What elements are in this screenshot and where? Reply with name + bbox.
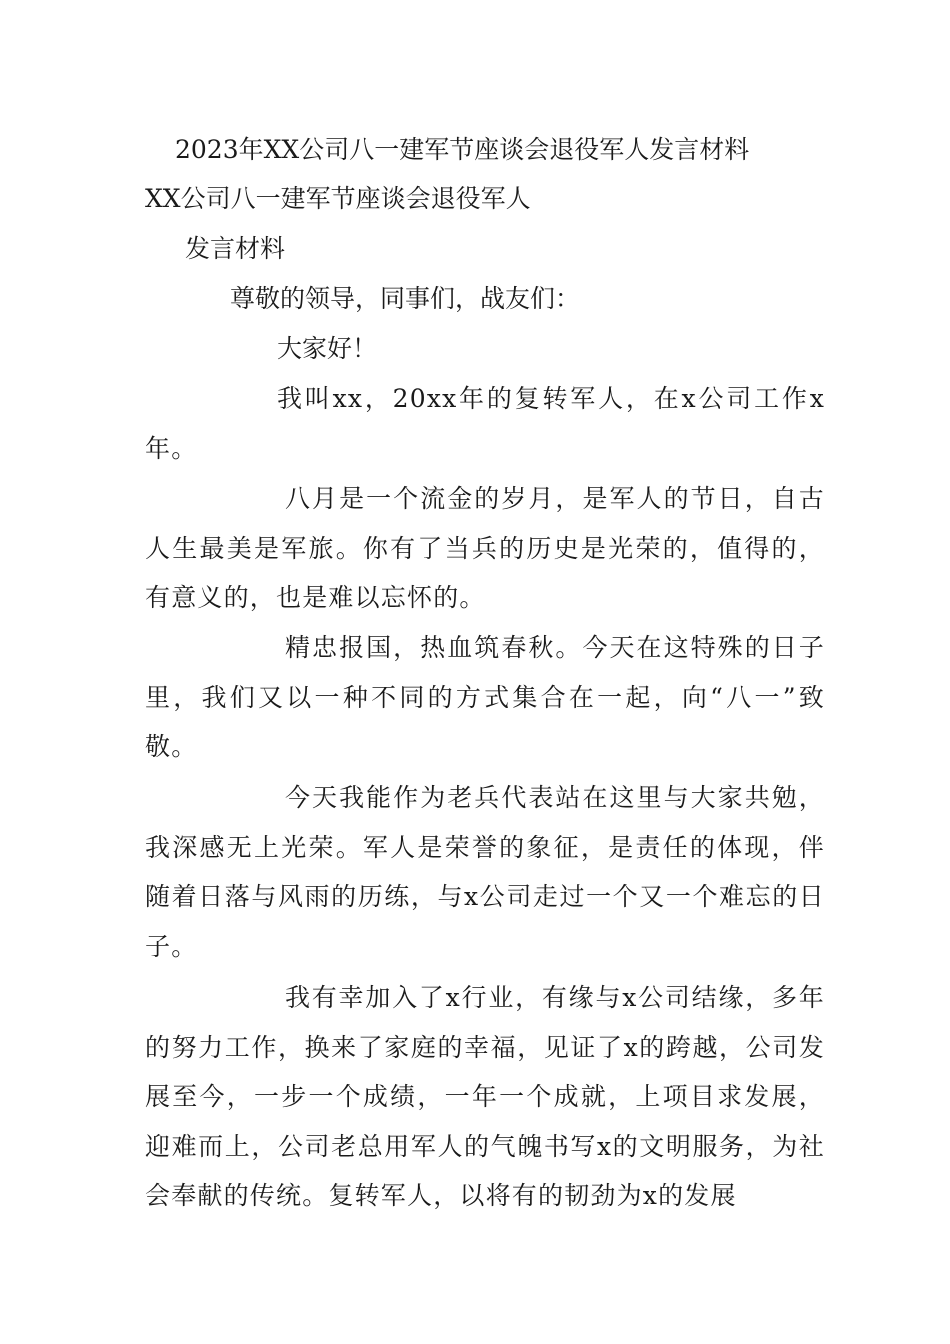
salutation: 尊敬的领导，同事们，战友们： <box>230 284 581 313</box>
paragraph-salute: 精忠报国，热血筑春秋。今天在这特殊的日子里，我们又以一种不同的方式集合在一起，向“八一”致敬。 <box>145 633 825 761</box>
paragraph-career: 我有幸加入了x行业，有缘与x公司结缘，多年的努力工作，换来了家庭的幸福，见证了x的跨越，公司发展至今，一步一个成绩，一年一个成就，上项目求发展，迎难而上，公司老总用军人的气魄书写x的文明服务，为社会奉献的传统。复转军人，以将有的韧劲为x的发展 <box>145 983 825 1210</box>
paragraph-august: 八月是一个流金的岁月，是军人的节日，自古人生最美是军旅。你有了当兵的历史是光荣的，值得的，有意义的，也是难以忘怀的。 <box>145 484 825 612</box>
document-subtitle: XX公司八一建军节座谈会退役军人 <box>145 184 531 213</box>
document-subtitle-continued: 发言材料 <box>185 234 286 263</box>
greeting: 大家好！ <box>277 334 378 363</box>
paragraph-introduction: 我叫xx，20xx年的复转军人，在x公司工作x年。 <box>145 384 825 463</box>
paragraph-honor: 今天我能作为老兵代表站在这里与大家共勉，我深感无上光荣。军人是荣誉的象征，是责任的体现，伴随着日落与风雨的历练，与x公司走过一个又一个难忘的日子。 <box>145 783 825 961</box>
document-title: 2023年XX公司八一建军节座谈会退役军人发言材料 <box>175 135 750 164</box>
